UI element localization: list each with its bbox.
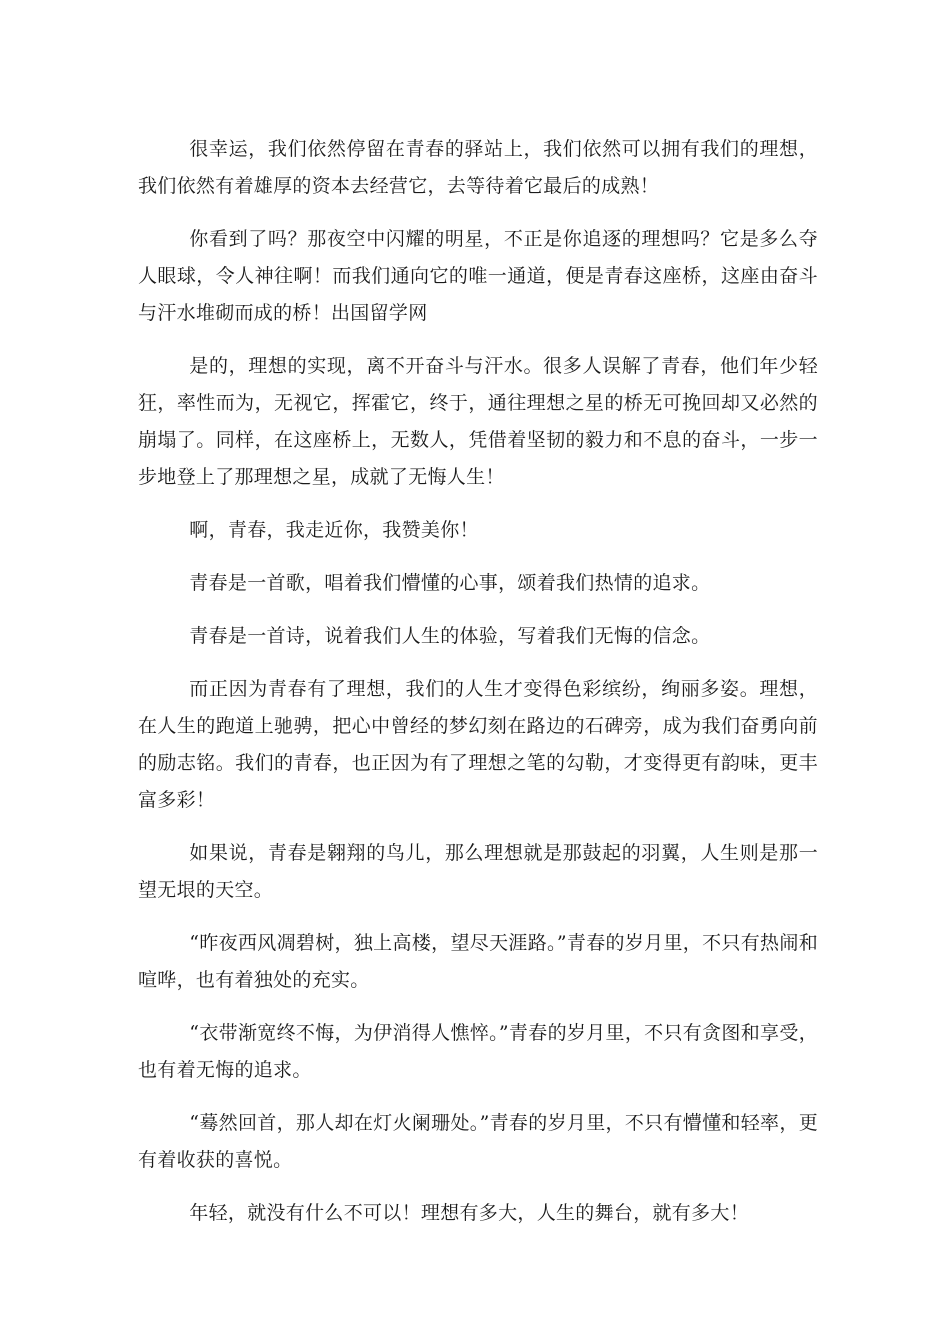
paragraph-2: 你看到了吗？那夜空中闪耀的明星，不正是你追逐的理想吗？它是多么夺人眼球，令人神往啊！而我们通向它的唯一通道，便是青春这座桥，这座由奋斗与汗水堆砌而成的桥！出国留学网: [138, 228, 818, 324]
paragraph-5: 青春是一首歌，唱着我们懵懂的心事，颂着我们热情的追求。: [189, 572, 711, 594]
paragraph-9: “昨夜西风凋碧树，独上高楼，望尽天涯路。”青春的岁月里，不只有热闹和喧哗，也有着独处的充实。: [138, 932, 818, 991]
paragraph-10: “衣带渐宽终不悔，为伊消得人憔悴。”青春的岁月里，不只有贪图和享受，也有着无悔的追求。: [138, 1022, 818, 1081]
paragraph-3: 是的，理想的实现，离不开奋斗与汗水。很多人误解了青春，他们年少轻狂，率性而为，无视它，挥霍它，终于，通往理想之星的桥无可挽回却又必然的崩塌了。同样，在这座桥上，无数人，凭借着坚韧的毅力和不息的奋斗，一步一步地登上了那理想之星，成就了无悔人生！: [138, 355, 818, 488]
document-body: [138, 131, 818, 1248]
paragraph-6: 青春是一首诗，说着我们人生的体验，写着我们无悔的信念。: [189, 625, 711, 647]
paragraph-12: 年轻，就没有什么不可以！理想有多大，人生的舞台，就有多大！: [189, 1202, 749, 1224]
paragraph-11: “蓦然回首，那人却在灯火阑珊处。”青春的岁月里，不只有懵懂和轻率，更有着收获的喜悦。: [138, 1112, 818, 1171]
paragraph-8: 如果说，青春是翱翔的鸟儿，那么理想就是那鼓起的羽翼，人生则是那一望无垠的天空。: [138, 842, 818, 901]
paragraph-4: 啊，青春，我走近你，我赞美你！: [189, 519, 479, 541]
paragraph-7: 而正因为青春有了理想，我们的人生才变得色彩缤纷，绚丽多姿。理想，在人生的跑道上驰骋，把心中曾经的梦幻刻在路边的石碑旁，成为我们奋勇向前的励志铭。我们的青春，也正因为有了理想之笔的勾勒，才变得更有韵味，更丰富多彩！: [138, 678, 818, 811]
paragraph-1: 很幸运，我们依然停留在青春的驿站上，我们依然可以拥有我们的理想，我们依然有着雄厚的资本去经营它，去等待着它最后的成熟！: [138, 138, 818, 197]
